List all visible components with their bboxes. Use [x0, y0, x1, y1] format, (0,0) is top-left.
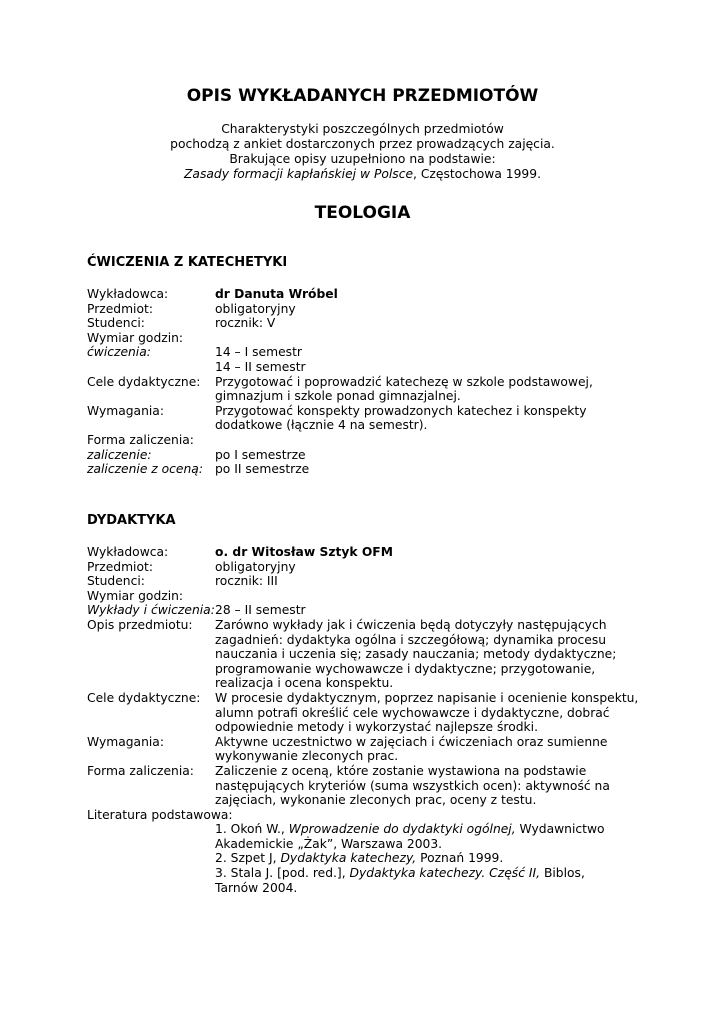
goals-line: alumn potrafi określić cele wychowawcze i dydaktyczne, dobrać: [215, 705, 610, 720]
pass-value: po I semestrze: [215, 447, 306, 462]
requirements-value: [215, 404, 647, 433]
students-value: rocznik: III: [215, 574, 278, 589]
subject-value: obligatoryjny: [215, 301, 296, 316]
requirements-row: [87, 735, 647, 764]
description-line: zagadnień: dydaktyka ogólna i szczegółową; dynamika procesu: [215, 632, 607, 647]
literature-item: 3. Stala J. [pod. red.], Dydaktyka katechezy. Część II, Biblos,: [215, 866, 585, 881]
intro-text: [0, 122, 725, 182]
lecturer-row: [87, 287, 647, 302]
course-section-dydaktyka: [87, 513, 647, 895]
subject-row: [87, 302, 647, 317]
lectures-row: [87, 603, 647, 618]
literature-item: Tarnów 2004.: [215, 880, 298, 895]
lecturer-label: Wykładowca:: [87, 287, 169, 301]
lectures-label: Wykłady i ćwiczenia:: [87, 603, 215, 618]
lecturer-name: o. dr Witosław Sztyk OFM: [215, 545, 393, 559]
exercises-line: 14 – II semestr: [215, 359, 306, 374]
goals-label: Cele dydaktyczne:: [87, 374, 201, 389]
lecturer-label: Wykładowca:: [87, 545, 169, 559]
hours-row: [87, 589, 647, 604]
requirements-line: Aktywne uczestnictwo w zajęciach i ćwiczeniach oraz sumienne: [215, 734, 608, 749]
course-heading: DYDAKTYKA: [87, 513, 176, 528]
pass-row: [87, 448, 647, 463]
goals-value: [215, 691, 647, 735]
exercises-label: ćwiczenia:: [87, 345, 151, 360]
requirements-line: Przygotować konspekty prowadzonych katechez i konspekty: [215, 403, 587, 418]
exercises-row: [87, 345, 647, 374]
requirements-value: [215, 735, 647, 764]
literature-list: [87, 822, 647, 895]
requirements-line: wykonywanie zleconych prac.: [215, 749, 399, 764]
description-value: [215, 618, 647, 691]
assessment-line: zajęciach, wykonanie zleconych prac, oceny z testu.: [215, 793, 537, 808]
hours-label: Wymiar godzin:: [87, 330, 184, 345]
goals-row: [87, 691, 647, 735]
description-line: programowanie wychowawcze i dydaktyczne; przygotowanie,: [215, 661, 596, 676]
literature-items: [215, 822, 647, 895]
students-row: [87, 574, 647, 589]
students-row: [87, 316, 647, 331]
literature-item: 2. Szpet J, Dydaktyka katechezy, Poznań 1999.: [215, 851, 504, 866]
grade-value: po II semestrze: [215, 462, 310, 477]
subject-label: Przedmiot:: [87, 301, 153, 316]
description-line: nauczania i uczenia się; zasady nauczania; metody dydaktyczne;: [215, 647, 617, 662]
assessment-label: Forma zaliczenia:: [87, 763, 194, 778]
intro-line-source: [0, 167, 725, 182]
hours-row: [87, 331, 647, 346]
requirements-line: dodatkowe (łącznie 4 na semestr).: [215, 418, 428, 433]
literature-row: [87, 808, 647, 823]
lecturer-row: [87, 545, 647, 560]
goals-line: W procesie dydaktycznym, poprzez napisanie i ocenienie konspektu,: [215, 690, 639, 705]
assessment-value: [215, 764, 647, 808]
hours-label: Wymiar godzin:: [87, 588, 184, 603]
description-label: Opis przedmiotu:: [87, 617, 193, 632]
students-label: Studenci:: [87, 316, 145, 331]
exercises-line: 14 – I semestr: [215, 345, 302, 360]
description-line: realizacja i ocena konspektu.: [215, 676, 394, 691]
exercises-value: [215, 345, 647, 374]
subject-value: obligatoryjny: [215, 559, 296, 574]
field-heading: TEOLOGIA: [314, 203, 411, 223]
goals-line: gimnazjum i szkole ponad gimnazjalnej.: [215, 389, 461, 404]
source-title: Zasady formacji kapłańskiej w Polsce: [184, 167, 414, 181]
intro-line: Charakterystyki poszczególnych przedmiotów: [221, 122, 504, 136]
assessment-line: Zaliczenie z oceną, które zostanie wystawiona na podstawie: [215, 763, 587, 778]
assessment-line: następujących kryteriów (suma wszystkich ocen): aktywność na: [215, 778, 610, 793]
literature-label: Literatura podstawowa:: [87, 807, 233, 822]
description-row: [87, 618, 647, 691]
requirements-label: Wymagania:: [87, 734, 164, 749]
description-line: Zarówno wykłady jak i ćwiczenia będą dotyczyły następujących: [215, 617, 607, 632]
document-title: OPIS WYKŁADANYCH PRZEDMIOTÓW: [186, 86, 539, 106]
students-label: Studenci:: [87, 574, 145, 589]
literature-item: 1. Okoń W., Wprowadzenie do dydaktyki ogólnej, Wydawnictwo: [215, 822, 605, 837]
goals-line: odpowiednie metody i wykorzystać najlepsze środki.: [215, 720, 538, 735]
requirements-label: Wymagania:: [87, 403, 164, 418]
students-value: rocznik: V: [215, 316, 276, 331]
goals-value: [215, 375, 647, 404]
intro-line: Brakujące opisy uzupełniono na podstawie:: [229, 152, 496, 166]
assessment-row: [87, 764, 647, 808]
goals-label: Cele dydaktyczne:: [87, 690, 201, 705]
intro-line: pochodzą z ankiet dostarczonych przez prowadzących zajęcia.: [170, 137, 555, 151]
goals-line: Przygotować i poprowadzić katechezę w szkole podstawowej,: [215, 374, 593, 389]
literature-item: Akademickie „Żak”, Warszawa 2003.: [215, 836, 443, 851]
grade-row: [87, 462, 647, 477]
grade-label: zaliczenie z oceną:: [87, 462, 203, 477]
requirements-row: [87, 404, 647, 433]
pass-label: zaliczenie:: [87, 447, 152, 462]
lecturer-name: dr Danuta Wróbel: [215, 287, 338, 301]
lectures-value: 28 – II semestr: [215, 603, 306, 618]
assessment-label: Forma zaliczenia:: [87, 432, 194, 447]
course-heading: ĆWICZENIA Z KATECHETYKI: [87, 255, 288, 270]
source-details: , Częstochowa 1999.: [413, 167, 541, 181]
subject-label: Przedmiot:: [87, 559, 153, 574]
subject-row: [87, 560, 647, 575]
course-section-katechetyka: [87, 255, 647, 477]
assessment-row: [87, 433, 647, 448]
goals-row: [87, 375, 647, 404]
